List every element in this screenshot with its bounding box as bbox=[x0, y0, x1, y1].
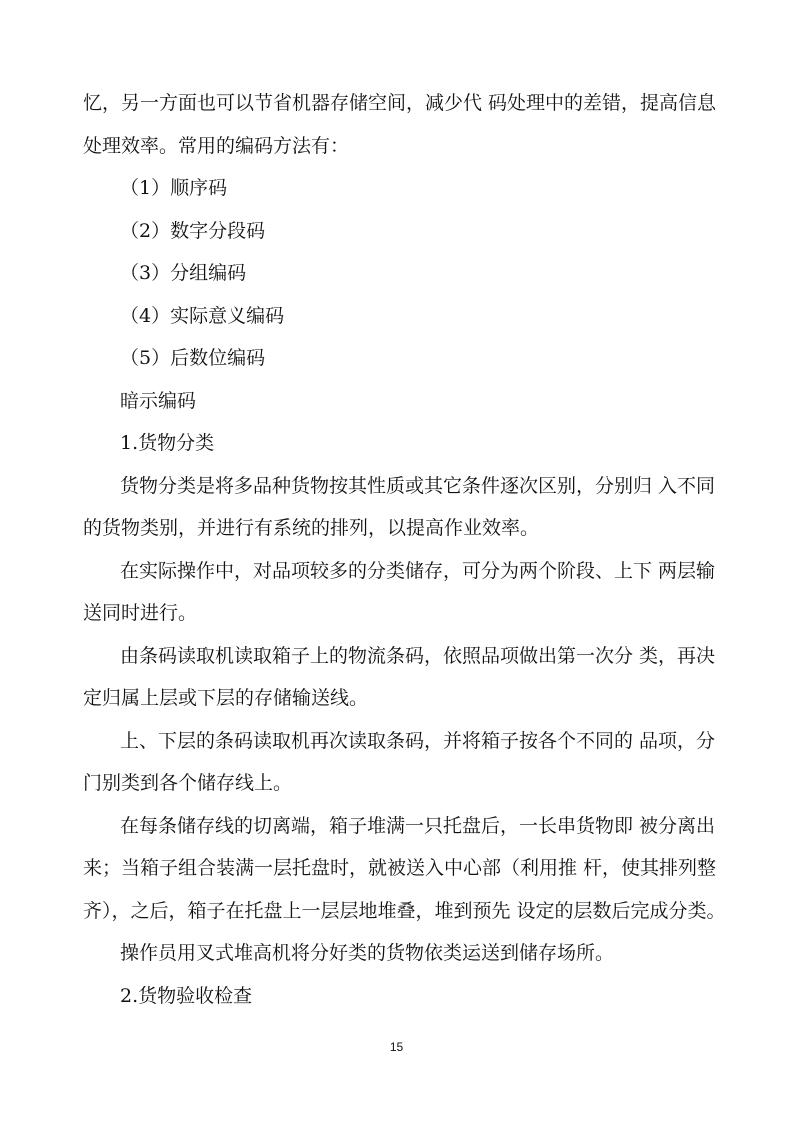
paragraph-5-line-1: 在每条储存线的切离端，箱子堆满一只托盘后，一长串货物即 被分离出 bbox=[120, 815, 716, 837]
method-item-1: （1）顺序码 bbox=[120, 177, 228, 199]
page-number: 15 bbox=[389, 1040, 404, 1054]
method-item-5: （5）后数位编码 bbox=[120, 347, 266, 369]
paragraph-4-line-1: 上、下层的条码读取机再次读取条码，并将箱子按各个不同的 品项，分 bbox=[120, 730, 716, 752]
section-1-heading: 1.货物分类 bbox=[120, 432, 215, 454]
paragraph-3-line-1: 由条码读取机读取箱子上的物流条码，依照品项做出第一次分 类，再决 bbox=[120, 645, 716, 667]
method-item-2: （2）数字分段码 bbox=[120, 220, 266, 242]
paragraph-5-line-3: 齐），之后，箱子在托盘上一层层地堆叠，堆到预先 设定的层数后完成分类。 bbox=[83, 900, 726, 922]
paragraph-5-line-2: 来；当箱子组合装满一层托盘时，就被送入中心部（利用推 杆，使其排列整 bbox=[83, 857, 717, 879]
paragraph-2-line-2: 送同时进行。 bbox=[83, 602, 198, 624]
paragraph-2-line-1: 在实际操作中，对品项较多的分类储存，可分为两个阶段、上下 两层输 bbox=[120, 560, 716, 582]
paragraph-4-line-2: 门别类到各个储存线上。 bbox=[83, 772, 293, 794]
paragraph-1-line-2: 的货物类别，并进行有系统的排列，以提高作业效率。 bbox=[83, 517, 540, 539]
paragraph-6-line-1: 操作员用叉式堆高机将分好类的货物依类运送到储存场所。 bbox=[120, 942, 615, 964]
intro-line-2: 处理效率。常用的编码方法有： bbox=[83, 135, 350, 157]
method-item-3: （3）分组编码 bbox=[120, 262, 247, 284]
method-item-4: （4）实际意义编码 bbox=[120, 305, 285, 327]
paragraph-1-line-1: 货物分类是将多品种货物按其性质或其它条件逐次区别，分别归 入不同 bbox=[120, 475, 716, 497]
section-2-heading: 2.货物验收检查 bbox=[120, 985, 253, 1007]
paragraph-3-line-2: 定归属上层或下层的存储输送线。 bbox=[83, 687, 369, 709]
intro-line-1: 忆，另一方面也可以节省机器存储空间，减少代 码处理中的差错，提高信息 bbox=[83, 92, 717, 114]
hint-coding-text: 暗示编码 bbox=[120, 390, 197, 412]
